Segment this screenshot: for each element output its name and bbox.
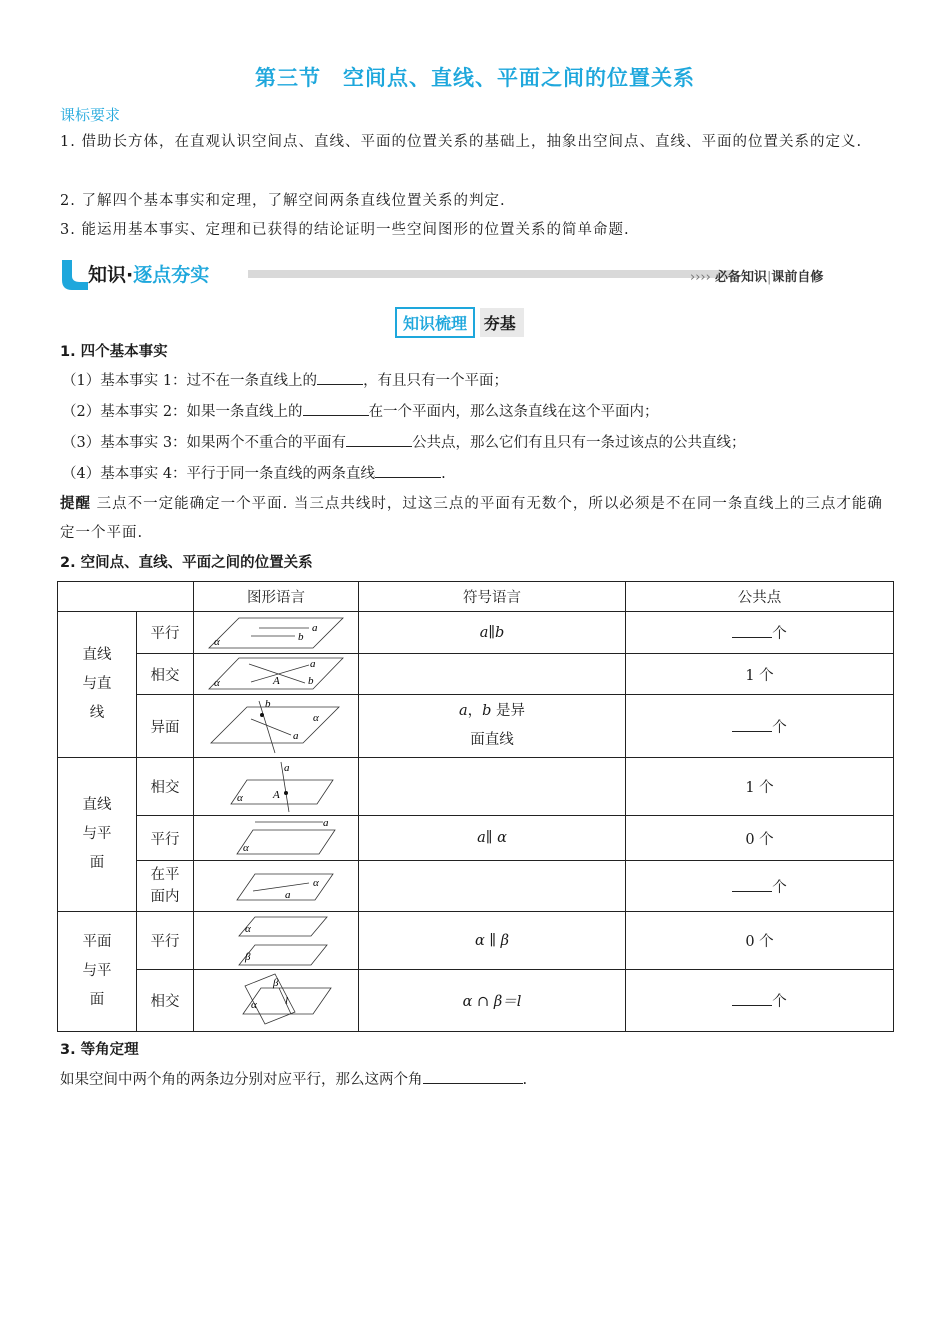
fact-3: （3）基本事实 3：如果两个不重合的平面有 公共点，那么它们有且只有一条过该点的公共直线； xyxy=(62,435,746,451)
svg-text:α: α xyxy=(245,922,251,935)
row-count: 1 个 xyxy=(626,654,894,695)
figure-plane-parallel xyxy=(194,912,359,970)
figure-line-plane-parallel xyxy=(194,816,359,861)
svg-text:b: b xyxy=(298,630,304,643)
svg-text:a: a xyxy=(312,621,318,634)
header-common: 公共点 xyxy=(626,582,894,612)
svg-text:a: a xyxy=(284,761,290,774)
tip-label: 提醒 xyxy=(60,496,91,512)
svg-text:α: α xyxy=(313,877,319,889)
figure-line-in-plane xyxy=(194,861,359,912)
svg-text:a: a xyxy=(323,818,329,829)
header-empty xyxy=(58,582,194,612)
subheader-boxed: 知识梳理 xyxy=(395,307,475,338)
row-name: 平行 xyxy=(137,612,194,654)
row-count: 个 xyxy=(626,695,894,758)
svg-text:a: a xyxy=(293,730,299,742)
section3-text: 如果空间中两个角的两条边分别对应平行，那么这两个角 . xyxy=(60,1072,528,1088)
row-count: 个 xyxy=(626,612,894,654)
group-line-plane: 直线 与平 面 xyxy=(58,758,137,912)
figure-line-plane-intersect xyxy=(194,758,359,816)
banner-knowledge: 知识 xyxy=(88,264,127,286)
svg-text:β: β xyxy=(245,950,251,963)
group-plane-plane: 平面 与平 面 xyxy=(58,912,137,1032)
svg-text:α: α xyxy=(251,998,257,1011)
row-count: 0 个 xyxy=(626,816,894,861)
row-name: 异面 xyxy=(137,695,194,758)
row-name: 平行 xyxy=(137,912,194,970)
svg-text:α: α xyxy=(214,635,220,648)
banner-dot: · xyxy=(126,264,134,286)
figure-plane-intersect xyxy=(194,970,359,1032)
fact-1: （1）基本事实 1：过不在一条直线上的 ，有且只有一个平面； xyxy=(62,373,509,389)
banner-essential: 必备知识 xyxy=(714,270,767,285)
figure-line-skew xyxy=(194,695,359,758)
tip-text: 三点不一定能确定一个平面. 当三点共线时，过这三点的平面有无数个，所以必须是不在同一条直线上的三点才能确定一个平面. xyxy=(60,496,883,541)
subheader-plain: 夯基 xyxy=(480,308,524,337)
group-line-line: 直线 与直 线 xyxy=(58,612,137,758)
svg-text:α: α xyxy=(243,842,249,854)
standard-1: 1. 借助长方体，在直观认识空间点、直线、平面的位置关系的基础上，抽象出空间点、直线、平面的位置关系的定义. xyxy=(60,134,863,150)
svg-text:α: α xyxy=(214,677,220,689)
section3-heading: 3. 等角定理 xyxy=(60,1042,139,1058)
fact-2: （2）基本事实 2：如果一条直线上的 在一个平面内，那么这条直线在这个平面内； xyxy=(62,404,659,420)
svg-text:a: a xyxy=(285,889,291,901)
row-symbol xyxy=(359,758,626,816)
row-count: 0 个 xyxy=(626,912,894,970)
subheader xyxy=(395,307,524,337)
row-count: 1 个 xyxy=(626,758,894,816)
row-symbol: a∥b xyxy=(359,612,626,654)
banner-sep: | xyxy=(766,270,772,285)
svg-text:a: a xyxy=(310,658,316,670)
svg-text:b: b xyxy=(308,675,314,687)
figure-line-parallel xyxy=(194,612,359,654)
row-name: 在平 面内 xyxy=(137,861,194,912)
row-symbol: α ∥ β xyxy=(359,912,626,970)
row-symbol: a，b 是异 面直线 xyxy=(359,695,626,758)
banner-arrows: ›››› xyxy=(690,270,711,285)
header-figure: 图形语言 xyxy=(194,582,359,612)
row-symbol: α ∩ β＝l xyxy=(359,970,626,1032)
row-name: 平行 xyxy=(137,816,194,861)
tip xyxy=(60,490,890,548)
svg-text:l: l xyxy=(285,994,289,1007)
row-symbol: a∥ α xyxy=(359,816,626,861)
row-symbol xyxy=(359,654,626,695)
svg-text:A: A xyxy=(273,788,280,801)
standards-label: 课标要求 xyxy=(60,106,121,124)
standard-2: 2. 了解四个基本事实和定理，了解空间两条直线位置关系的判定. xyxy=(60,193,506,209)
figure-line-intersect xyxy=(194,654,359,695)
section-banner xyxy=(58,256,893,292)
section1-heading: 1. 四个基本事实 xyxy=(60,344,168,360)
svg-text:β: β xyxy=(273,976,279,989)
page-title: 第三节 空间点、直线、平面之间的位置关系 xyxy=(255,66,695,90)
row-count: 个 xyxy=(626,970,894,1032)
standard-3: 3. 能运用基本事实、定理和已获得的结论证明一些空间图形的位置关系的简单命题. xyxy=(60,222,630,238)
row-name: 相交 xyxy=(137,654,194,695)
row-name: 相交 xyxy=(137,970,194,1032)
svg-text:b: b xyxy=(265,698,271,710)
banner-preview: 课前自修 xyxy=(771,270,824,285)
svg-text:α: α xyxy=(237,791,243,804)
row-name: 相交 xyxy=(137,758,194,816)
svg-text:α: α xyxy=(313,712,319,724)
row-symbol xyxy=(359,861,626,912)
relations-table xyxy=(57,581,894,1032)
svg-text:A: A xyxy=(273,675,280,687)
header-symbol: 符号语言 xyxy=(359,582,626,612)
section2-heading: 2. 空间点、直线、平面之间的位置关系 xyxy=(60,555,313,571)
fact-4: （4）基本事实 4：平行于同一条直线的两条直线 . xyxy=(62,466,446,482)
banner-consolidate: 逐点夯实 xyxy=(133,264,210,286)
row-count: 个 xyxy=(626,861,894,912)
